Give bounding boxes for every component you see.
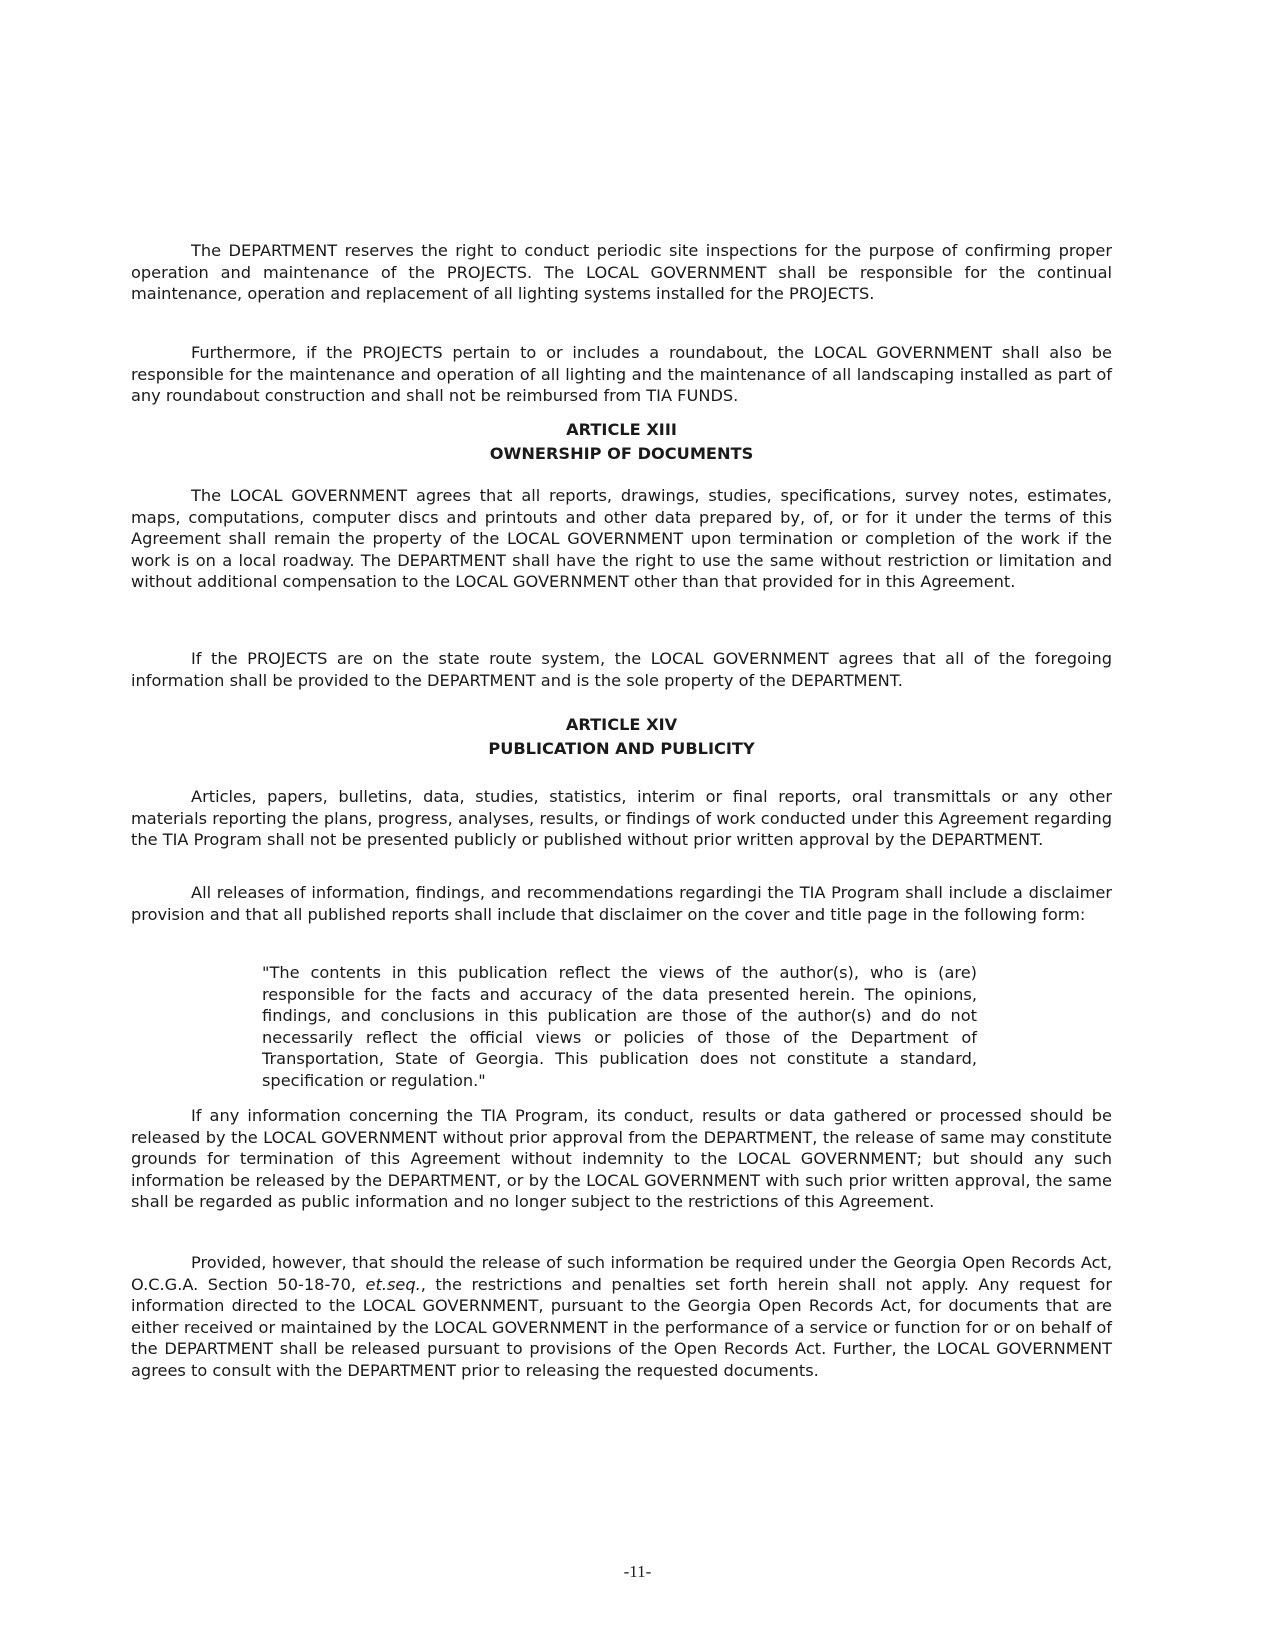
article-xiii-number: ARTICLE XIII bbox=[566, 420, 677, 439]
page-number: -11- bbox=[623, 1562, 652, 1581]
article-xiv-number: ARTICLE XIV bbox=[565, 715, 678, 734]
open-records-text-b: , the restrictions and penalties set forth herein shall not apply. Any request for information directed to the LOCAL GOVERNMENT, pursuant to the Georgia Open Records Act, for documents that are either received or maintained by the LOCAL GOVERNMENT in the performance of a service or function for or on behalf of the DEPARTMENT shall be released pursuant to provisions of the Open Records Act. Further, the LOCAL GOVERNMENT agrees to consult with the DEPARTMENT prior to releasing the requested documents. bbox=[131, 1274, 1112, 1380]
et-seq: et.seq. bbox=[365, 1274, 421, 1294]
paragraph-state-route: If the PROJECTS are on the state route system, the LOCAL GOVERNMENT agrees that all of the foregoing information shall be provided to the DEPARTMENT and is the sole property of the DEPARTMENT. bbox=[131, 649, 1112, 690]
open-records-text-a: Provided, however, that should the release of such information be required under the Georgia Open Records Act, O.C.G.A. Section 50-18-70, bbox=[131, 1253, 1112, 1294]
paragraph-roundabout: Furthermore, if the PROJECTS pertain to or includes a roundabout, the LOCAL GOVERNMENT shall also be responsible for the maintenance and operation of all lighting and the maintenance of all landscaping installed as part of any roundabout construction and shall not be reimbursed from TIA FUNDS. bbox=[131, 343, 1112, 405]
paragraph-disclaimer: All releases of information, findings, and recommendations regardingi the TIA Program shall include a disclaimer provision and that all published reports shall include that disclaimer on the cover and title page in the following form: bbox=[131, 883, 1112, 924]
paragraph-site-inspections: The DEPARTMENT reserves the right to conduct periodic site inspections for the purpose of confirming proper operation and maintenance of the PROJECTS. The LOCAL GOVERNMENT shall be responsible for the continual maintenance, operation and replacement of all lighting systems installed for the PROJECTS. bbox=[131, 241, 1112, 303]
paragraph-open-records bbox=[131, 1252, 1112, 1381]
article-xiv-title: PUBLICATION AND PUBLICITY bbox=[488, 739, 755, 758]
article-xiii-title: OWNERSHIP OF DOCUMENTS bbox=[489, 444, 754, 463]
paragraph-ownership: The LOCAL GOVERNMENT agrees that all reports, drawings, studies, specifications, survey notes, estimates, maps, computations, computer discs and printouts and other data prepared by, of, or for it under the terms of this Agreement shall remain the property of the LOCAL GOVERNMENT upon termination or completion of the work if the work is on a local roadway. The DEPARTMENT shall have the right to use the same without restriction or limitation and without additional compensation to the LOCAL GOVERNMENT other than that provided for in this Agreement. bbox=[131, 486, 1112, 591]
paragraph-publication: Articles, papers, bulletins, data, studies, statistics, interim or final reports, oral transmittals or any other materials reporting the plans, progress, analyses, results, or findings of work conducted under this Agreement regarding the TIA Program shall not be presented publicly or published without prior written approval by the DEPARTMENT. bbox=[131, 787, 1112, 849]
disclaimer-quote: "The contents in this publication reflect the views of the author(s), who is (are) responsible for the facts and accuracy of the data presented herein. The opinions, findings, and conclusions in this publication are those of the author(s) and do not necessarily reflect the official views or policies of those of the Department of Transportation, State of Georgia. This publication does not constitute a standard, specification or regulation." bbox=[262, 963, 977, 1090]
paragraph-release: If any information concerning the TIA Program, its conduct, results or data gathered or processed should be released by the LOCAL GOVERNMENT without prior approval from the DEPARTMENT, the release of same may constitute grounds for termination of this Agreement without indemnity to the LOCAL GOVERNMENT; but should any such information be released by the DEPARTMENT, or by the LOCAL GOVERNMENT with such prior written approval, the same shall be regarded as public information and no longer subject to the restrictions of this Agreement. bbox=[131, 1106, 1112, 1211]
